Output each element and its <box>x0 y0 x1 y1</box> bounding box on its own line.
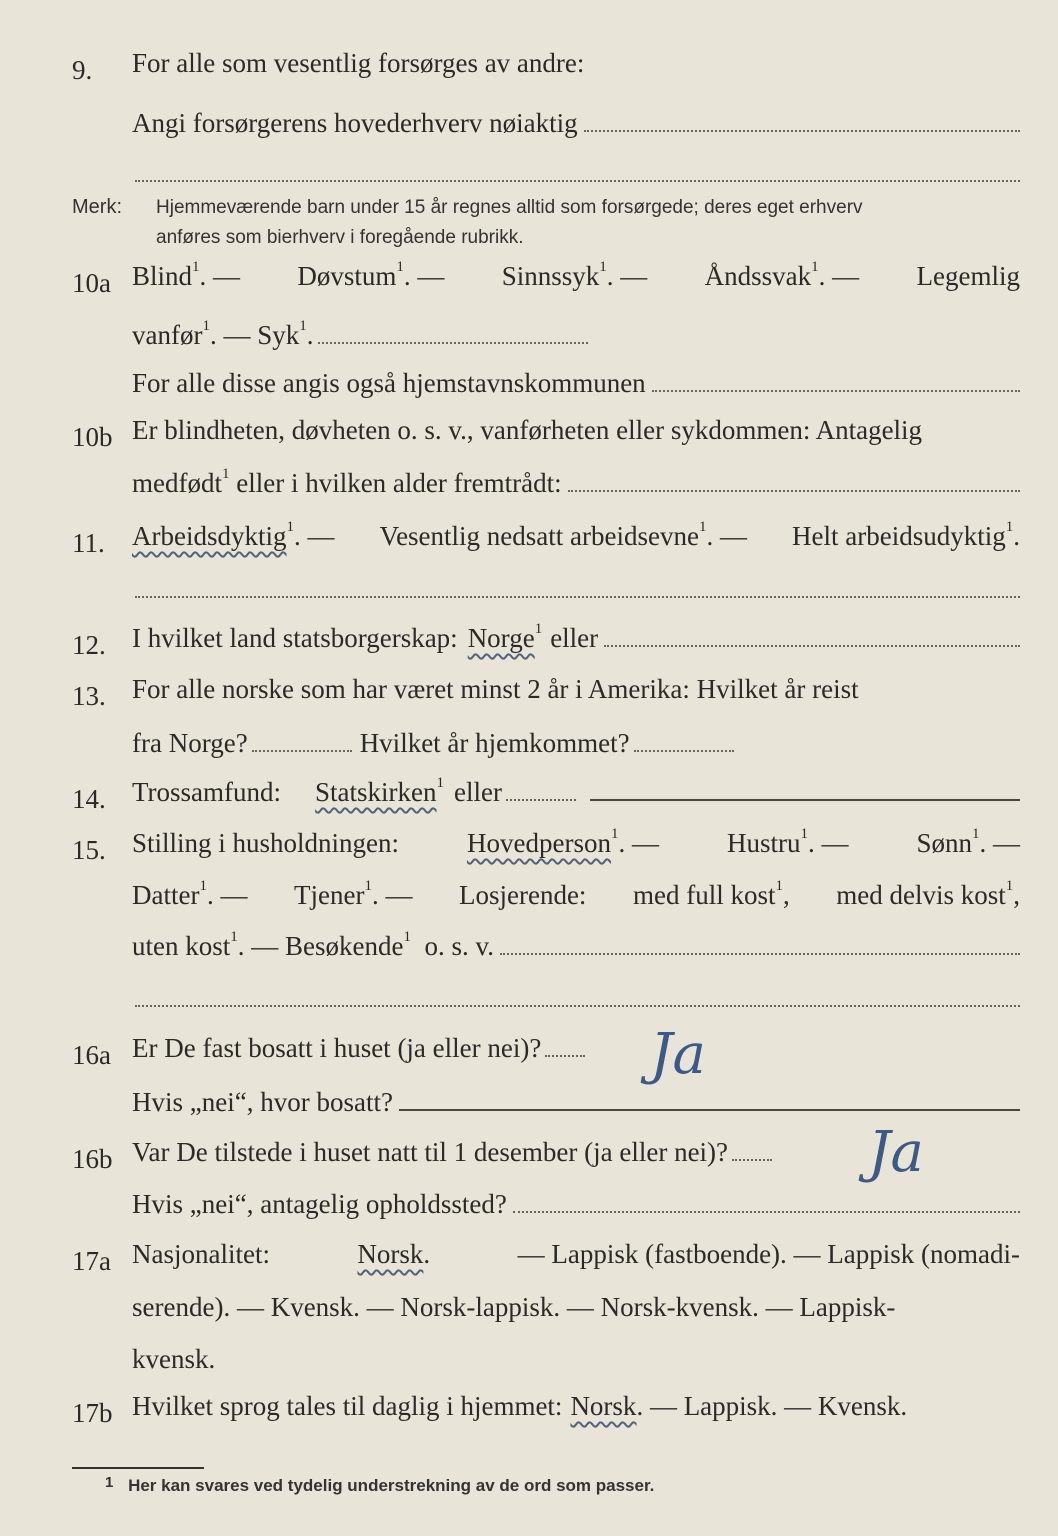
q10b-line2 <box>132 468 1020 518</box>
option[interactable]: uten kost$^1$. — <box>132 929 285 961</box>
q17b-line <box>132 1391 1020 1441</box>
q13-line1 <box>132 674 1020 724</box>
option[interactable]: Hustru$^1$. — <box>726 826 849 858</box>
handwritten-answer: Ja <box>868 1120 924 1185</box>
answer-field[interactable] <box>545 1054 585 1057</box>
option-selected[interactable]: Statskirken$^1$ <box>315 775 445 807</box>
question-number: 12. <box>72 630 106 660</box>
q15-text: Stilling i husholdningen: <box>132 828 400 858</box>
q12-line <box>132 623 1020 673</box>
q17a-options[interactable]: kvensk. <box>132 1344 216 1374</box>
question-number: 16a <box>72 1040 111 1070</box>
answer-line[interactable] <box>135 596 1020 598</box>
option[interactable]: Legemlig <box>916 261 1020 291</box>
q11-line <box>132 521 1020 571</box>
q16a-line1 <box>132 1033 1020 1083</box>
option-selected[interactable]: Hovedperson$^1$. — <box>467 826 659 858</box>
footnote-divider <box>72 1467 204 1469</box>
answer-field[interactable] <box>513 1210 1020 1213</box>
answer-field[interactable] <box>604 644 1020 647</box>
answer-field[interactable] <box>634 749 734 752</box>
q9-line1 <box>132 48 1020 98</box>
q10a-prompt: For alle disse angis også hjemstavnskommunen <box>132 368 646 398</box>
question-number: 14. <box>72 784 106 814</box>
option-selected[interactable]: Norsk <box>570 1391 637 1421</box>
option[interactable]: Datter$^1$. — <box>132 878 248 910</box>
option[interactable]: Døvstum$^1$. — <box>297 259 445 291</box>
q10a-line2 <box>132 320 1020 370</box>
q17a-line3 <box>132 1344 1020 1394</box>
answer-line[interactable] <box>135 1005 1020 1007</box>
option-selected[interactable]: Norsk. <box>357 1239 431 1269</box>
q17b-text: Hvilket sprog tales til daglig i hjemmet: <box>132 1391 563 1421</box>
q10a-line1 <box>132 261 1020 311</box>
q17b-options[interactable]: . — Lappisk. — Kvensk. <box>636 1391 908 1421</box>
answer-field[interactable] <box>652 389 1020 392</box>
q15-line3 <box>132 931 1020 981</box>
question-number: 10b <box>72 422 113 452</box>
answer-field[interactable] <box>584 129 1020 132</box>
question-number: 17b <box>72 1398 113 1428</box>
option[interactable]: Blind$^1$. — <box>132 259 241 291</box>
q16a-prompt: Hvis „nei“, hvor bosatt? <box>132 1087 393 1117</box>
option[interactable]: vanfør$^1$. — <box>132 318 258 350</box>
answer-field[interactable] <box>500 952 1020 955</box>
q13-prompt2: Hvilket år hjemkommet? <box>359 728 630 758</box>
q15-line1 <box>132 828 1020 878</box>
note-line1: Hjemmeværende barn under 15 år regnes alltid som forsørgede; deres eget erhverv <box>156 197 863 218</box>
answer-field[interactable] <box>252 749 352 752</box>
q13-prompt1: fra Norge? <box>132 728 248 758</box>
option-selected[interactable]: Arbeidsdyktig$^1$. — <box>132 519 335 551</box>
q16b-prompt: Hvis „nei“, antagelig opholdssted? <box>132 1189 507 1219</box>
answer-field[interactable] <box>568 489 1020 492</box>
q17a-options[interactable]: — Lappisk (fastboende). — Lappisk (nomadi- <box>517 1239 1020 1269</box>
q16a-text: Er De fast bosatt i huset (ja eller nei)? <box>132 1033 542 1063</box>
q17a-options[interactable]: serende). — Kvensk. — Norsk-lappisk. — Norsk-kvensk. — Lappisk- <box>132 1292 896 1322</box>
question-number: 16b <box>72 1144 113 1174</box>
answer-line[interactable] <box>399 1108 1020 1111</box>
q13-text: For alle norske som har været minst 2 år i Amerika: Hvilket år reist <box>132 674 859 704</box>
q15-tail: o. s. v. <box>424 931 494 961</box>
note-line2: anføres som bierhverv i foregående rubrikk. <box>156 227 524 248</box>
footnote-mark: 1 <box>105 1474 114 1491</box>
q9-prompt: Angi forsørgerens hovederhverv nøiaktig <box>132 108 578 138</box>
question-number: 17a <box>72 1246 111 1276</box>
option[interactable]: Helt arbeidsudyktig$^1$. <box>792 519 1020 551</box>
option[interactable]: med full kost$^1$, <box>632 878 790 910</box>
option[interactable]: Tjener$^1$. — <box>294 878 413 910</box>
q14-tail: eller <box>454 777 502 807</box>
answer-line[interactable] <box>135 180 1020 182</box>
q9-text: For alle som vesentlig forsørges av andre: <box>132 48 585 78</box>
option[interactable]: Vesentlig nedsatt arbeidsevne$^1$. — <box>379 519 747 551</box>
q12-tail: eller <box>550 623 599 653</box>
question-number: 15. <box>72 835 106 865</box>
answer-field[interactable] <box>732 1158 772 1161</box>
q10a-line3 <box>132 368 1020 418</box>
question-number: 10a <box>72 268 111 298</box>
option[interactable]: med delvis kost$^1$, <box>836 878 1020 910</box>
footnote <box>105 1476 654 1496</box>
q14-text: Trossamfund: <box>132 777 282 807</box>
q12-text: I hvilket land statsborgerskap: <box>132 623 458 653</box>
footnote-text: Her kan svares ved tydelig understrekning av de ord som passer. <box>128 1476 655 1495</box>
q10b-prompt: eller i hvilken alder fremtrådt: <box>236 468 562 498</box>
question-number: 13. <box>72 681 106 711</box>
q10b-line1 <box>132 415 1020 465</box>
option[interactable]: medfødt$^1$ <box>132 466 230 498</box>
question-number: 11. <box>72 528 105 558</box>
q13-line2 <box>132 728 1020 778</box>
q15-lodger: Losjerende: <box>458 880 587 910</box>
option[interactable]: Syk$^1$. <box>257 318 314 350</box>
answer-line[interactable] <box>590 798 1020 801</box>
q9-line2 <box>132 108 1020 158</box>
q16b-text: Var De tilstede i huset natt til 1 desember (ja eller nei)? <box>132 1137 729 1167</box>
question-number: 9. <box>72 55 93 85</box>
option[interactable]: Sinnssyk$^1$. — <box>501 259 648 291</box>
q15-line2 <box>132 880 1020 930</box>
q17a-text: Nasjonalitet: <box>132 1239 270 1269</box>
answer-field[interactable] <box>506 798 576 801</box>
option[interactable]: Sønn$^1$. — <box>916 826 1020 858</box>
option-selected[interactable]: Norge$^1$ <box>467 621 543 653</box>
answer-field[interactable] <box>318 341 588 344</box>
handwritten-answer: Ja <box>650 1022 706 1087</box>
note-label: Merk: <box>72 196 122 218</box>
option[interactable]: Åndssvak$^1$. — <box>704 259 860 291</box>
q17a-line1 <box>132 1239 1020 1289</box>
option[interactable]: Besøkende$^1$ <box>285 929 411 961</box>
q10b-text: Er blindheten, døvheten o. s. v., vanførheten eller sykdommen: Antagelig <box>132 415 923 445</box>
q14-line <box>132 777 1020 827</box>
q16b-line2 <box>132 1189 1020 1239</box>
q17a-line2 <box>132 1292 1020 1342</box>
